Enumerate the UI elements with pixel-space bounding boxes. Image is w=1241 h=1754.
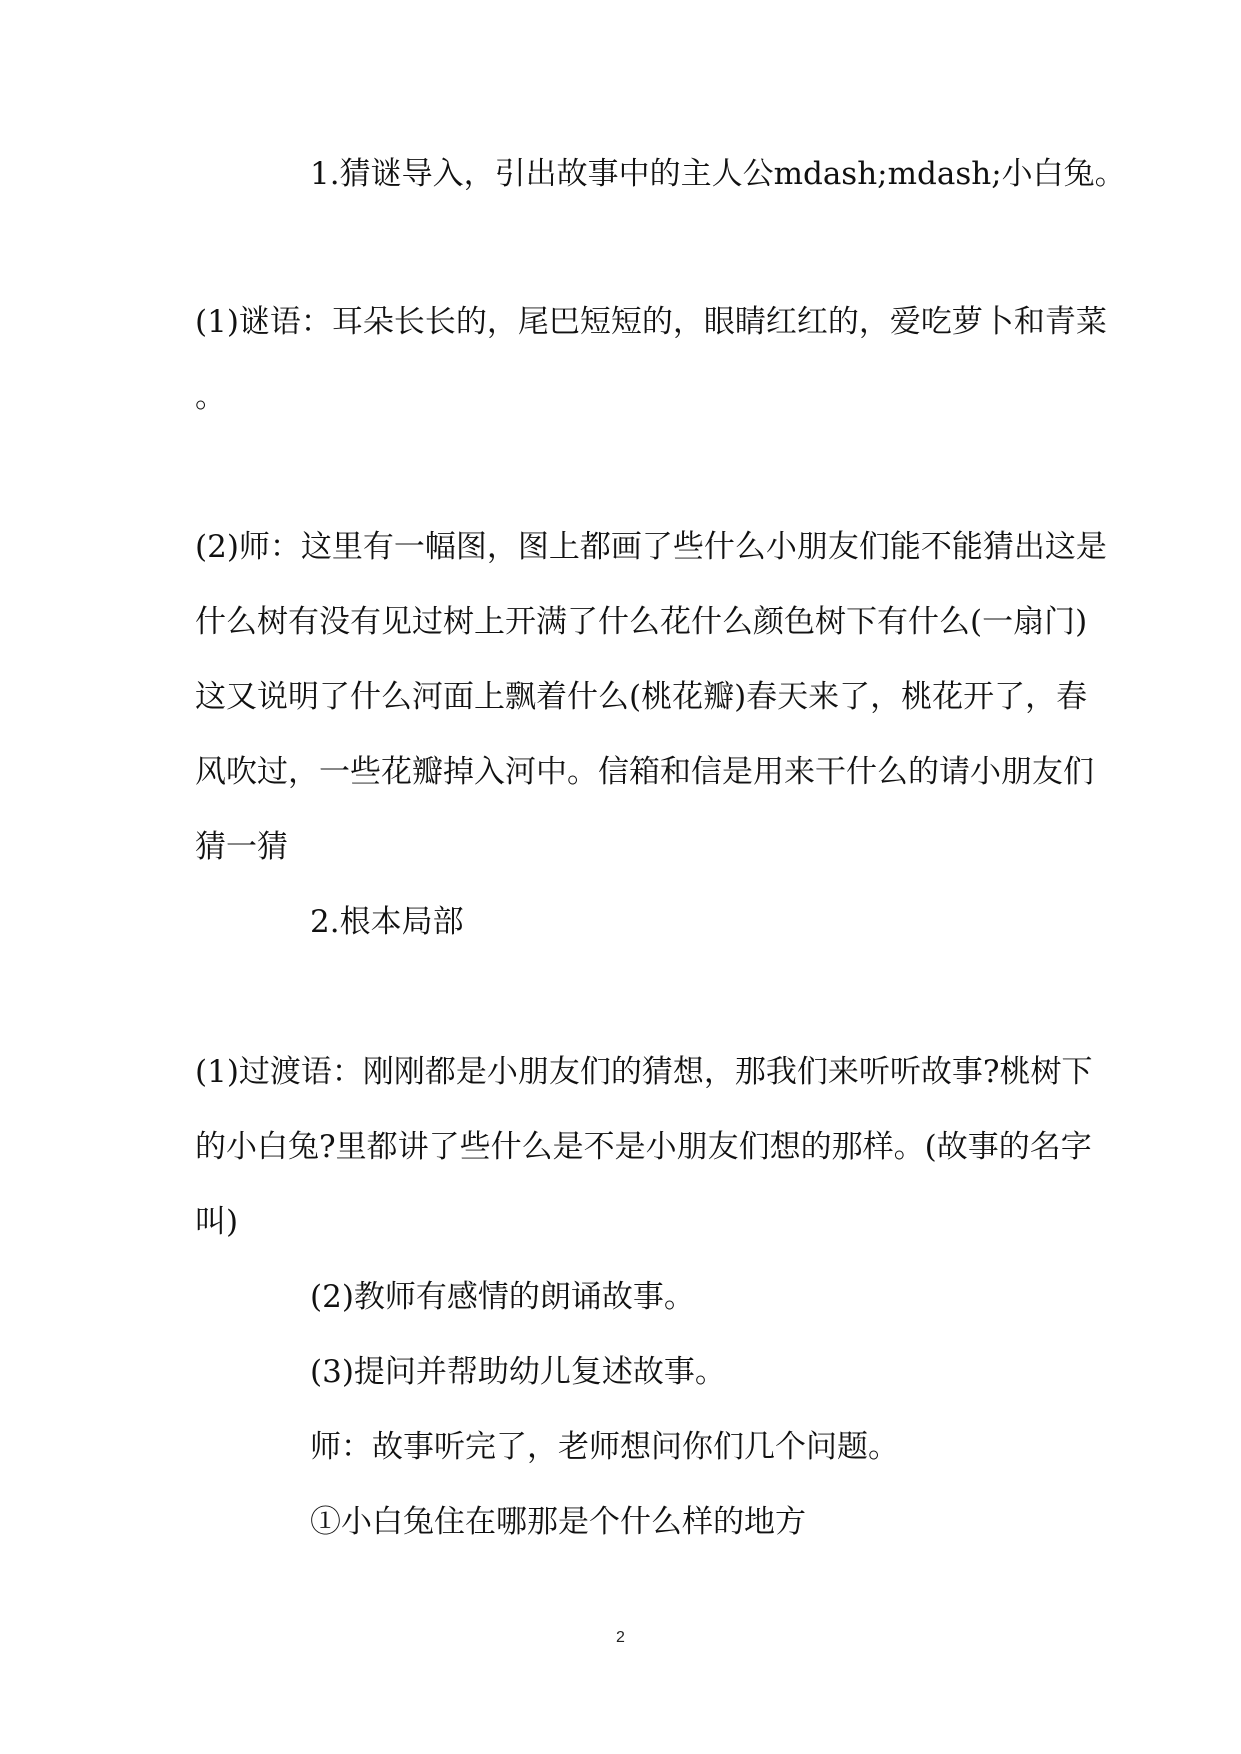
section-heading: 2.根本局部 bbox=[310, 904, 464, 940]
paragraph-line: 师：故事听完了，老师想问你们几个问题。 bbox=[310, 1429, 899, 1465]
paragraph-line: (2)师：这里有一幅图，图上都画了些什么小朋友们能不能猜出这是 bbox=[195, 529, 1107, 565]
paragraph-line: (1)谜语：耳朵长长的，尾巴短短的，眼睛红红的，爱吃萝卜和青菜 bbox=[195, 304, 1107, 340]
paragraph-line: (3)提问并帮助幼儿复述故事。 bbox=[310, 1354, 726, 1390]
paragraph-line: ①小白兔住在哪那是个什么样的地方 bbox=[310, 1504, 806, 1540]
paragraph-line: 。 bbox=[195, 379, 226, 415]
paragraph-line: 1.猜谜导入，引出故事中的主人公mdash;mdash;小白兔。 bbox=[310, 156, 1126, 192]
paragraph-line: 风吹过，一些花瓣掉入河中。信箱和信是用来干什么的请小朋友们 bbox=[195, 754, 1094, 790]
paragraph-line: 这又说明了什么河面上飘着什么(桃花瓣)春天来了，桃花开了，春 bbox=[195, 679, 1088, 715]
paragraph-line: 的小白兔?里都讲了些什么是不是小朋友们想的那样。(故事的名字 bbox=[195, 1129, 1092, 1165]
paragraph-line: (1)过渡语：刚刚都是小朋友们的猜想，那我们来听听故事?桃树下 bbox=[195, 1054, 1093, 1090]
paragraph-line: 叫) bbox=[195, 1204, 239, 1240]
paragraph-line: 猜一猜 bbox=[195, 829, 288, 865]
page-number: 2 bbox=[616, 1629, 625, 1646]
paragraph-line: 什么树有没有见过树上开满了什么花什么颜色树下有什么(一扇门) bbox=[195, 604, 1088, 640]
paragraph-line: (2)教师有感情的朗诵故事。 bbox=[310, 1279, 695, 1315]
